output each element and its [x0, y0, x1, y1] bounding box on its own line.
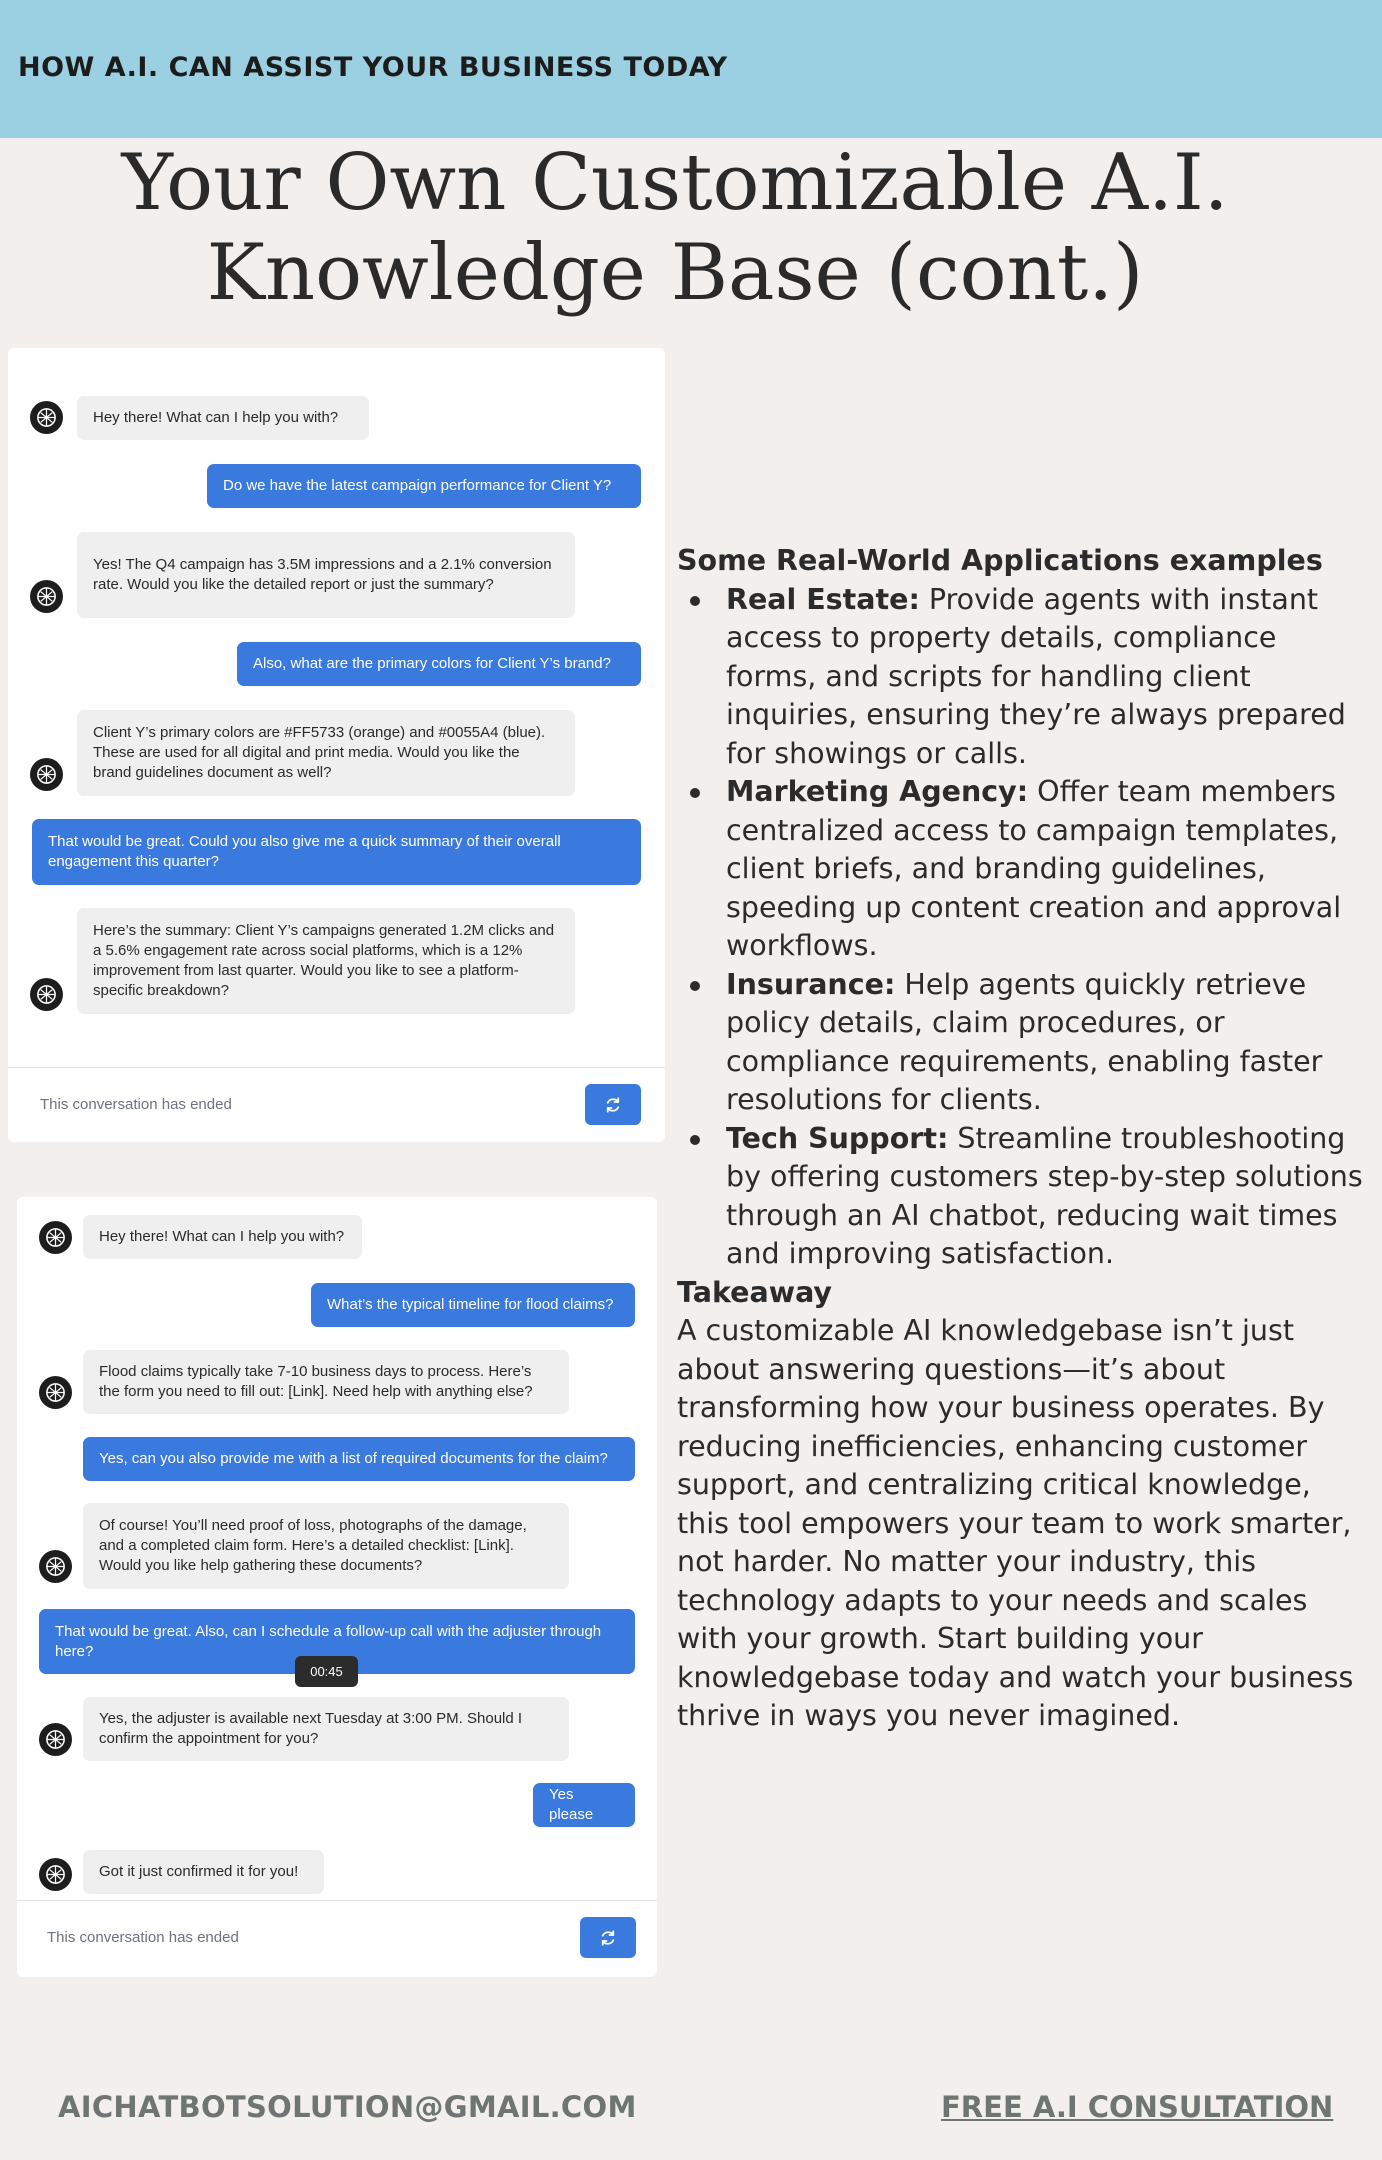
bot-avatar-icon [30, 758, 63, 791]
chat-window-insurance [17, 1197, 657, 1977]
bot-avatar-icon [39, 1723, 72, 1756]
message-timestamp: 00:45 [295, 1656, 358, 1687]
chat-footer [8, 1067, 665, 1142]
list-item [677, 581, 1367, 774]
chat-message-bot: Client Y’s primary colors are #FF5733 (orange) and #0055A4 (blue). These are used for all digital and print media. Would you like the brand guidelines document as well? [77, 710, 575, 796]
page-title-line-1: Your Own Customizable A.I. [121, 138, 1229, 228]
chat-message-user: Also, what are the primary colors for Client Y’s brand? [237, 642, 641, 686]
bot-avatar-icon [30, 978, 63, 1011]
list-item [677, 773, 1367, 966]
page-title-line-2: Knowledge Base (cont.) [206, 228, 1144, 318]
chat-message-user: That would be great. Could you also give me a quick summary of their overall engagement this quarter? [32, 819, 641, 885]
list-item [677, 1120, 1367, 1274]
takeaway-body: A customizable AI knowledgebase isn’t just about answering questions—it’s about transforming how your business operates. By reducing inefficiencies, enhancing customer support, and centralizing critical knowledge, this tool empowers your team to work smarter, not harder. No matter your industry, this technology adapts to your needs and scales with your growth. Start building your knowledgebase today and watch your business thrive in ways you never imagined. [677, 1314, 1354, 1732]
top-banner [0, 0, 1382, 138]
chat-window-campaign [8, 348, 665, 1142]
chat-message-bot: Got it just confirmed it for you! [83, 1850, 324, 1894]
applications-section [677, 542, 1367, 1736]
bot-avatar-icon [30, 401, 63, 434]
free-consultation-link[interactable]: FREE A.I CONSULTATION [941, 2090, 1334, 2124]
restart-conversation-button[interactable] [580, 1917, 636, 1958]
page-title [0, 138, 1350, 318]
refresh-icon [604, 1096, 622, 1114]
bot-avatar-icon [39, 1550, 72, 1583]
application-term: Marketing Agency: [726, 775, 1029, 808]
applications-heading: Some Real-World Applications examples [677, 544, 1323, 577]
restart-conversation-button[interactable] [585, 1084, 641, 1125]
chat-message-bot: Yes, the adjuster is available next Tuesday at 3:00 PM. Should I confirm the appointment for you? [83, 1697, 569, 1761]
list-item [677, 966, 1367, 1120]
bot-avatar-icon [39, 1858, 72, 1891]
application-term: Real Estate: [726, 582, 920, 616]
chat-message-bot: Flood claims typically take 7-10 business days to process. Here’s the form you need to fill out: [Link]. Need help with anything else? [83, 1350, 569, 1414]
bot-avatar-icon [30, 580, 63, 613]
banner-heading: HOW A.I. CAN ASSIST YOUR BUSINESS TODAY [18, 52, 728, 83]
chat-message-user: Do we have the latest campaign performance for Client Y? [207, 464, 641, 508]
chat-footer [17, 1900, 657, 1977]
takeaway-heading: Takeaway [677, 1275, 833, 1309]
bot-avatar-icon [39, 1221, 72, 1254]
chat-message-user: Yes please [533, 1783, 635, 1827]
chat-message-user: Yes, can you also provide me with a list of required documents for the claim? [83, 1437, 635, 1481]
chat-message-bot: Hey there! What can I help you with? [83, 1215, 362, 1259]
refresh-icon [599, 1929, 617, 1947]
application-term: Tech Support: [726, 1121, 949, 1155]
conversation-ended-label: This conversation has ended [40, 1096, 232, 1113]
application-description: Streamline troubleshooting by offering customers step-by-step solutions through an AI chatbot, reducing wait times and improving satisfaction. [726, 1121, 1363, 1270]
chat-message-user: What’s the typical timeline for flood claims? [311, 1283, 635, 1327]
application-description: Provide agents with instant access to property details, compliance forms, and scripts for handling client inquiries, ensuring they’re always prepared for showings or calls. [726, 582, 1346, 770]
chat-message-bot: Hey there! What can I help you with? [77, 396, 369, 440]
applications-list [677, 581, 1367, 1274]
chat-message-bot: Of course! You’ll need proof of loss, photographs of the damage, and a completed claim form. Here’s a detailed checklist: [Link]. Would you like help gathering these documents? [83, 1503, 569, 1589]
chat-message-user: That would be great. Also, can I schedule a follow-up call with the adjuster through here? [39, 1609, 635, 1674]
contact-email-link[interactable]: AICHATBOTSOLUTION@GMAIL.COM [58, 2090, 637, 2124]
chat-message-bot: Here’s the summary: Client Y’s campaigns generated 1.2M clicks and a 5.6% engagement rate across social platforms, which is a 12% improvement from last quarter. Would you like to see a platform-specific breakdown? [77, 908, 575, 1014]
chat-message-bot: Yes! The Q4 campaign has 3.5M impressions and a 2.1% conversion rate. Would you like the detailed report or just the summary? [77, 532, 575, 618]
application-description: Offer team members centralized access to campaign templates, client briefs, and branding guidelines, speeding up content creation and approval workflows. [726, 775, 1342, 962]
application-description: Help agents quickly retrieve policy details, claim procedures, or compliance requirements, enabling faster resolutions for clients. [726, 967, 1323, 1116]
bot-avatar-icon [39, 1376, 72, 1409]
application-term: Insurance: [726, 967, 896, 1001]
conversation-ended-label: This conversation has ended [47, 1929, 239, 1946]
